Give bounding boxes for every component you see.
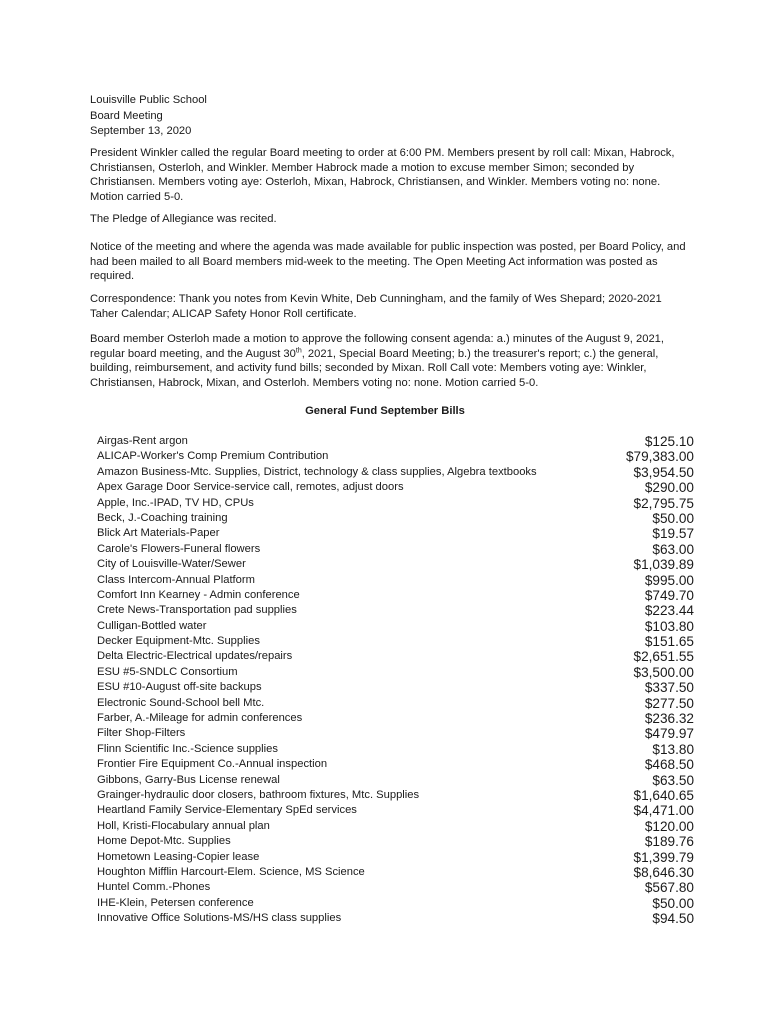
bill-row xyxy=(97,665,694,680)
bill-vendor: Huntel Comm.-Phones xyxy=(97,881,211,894)
bill-row xyxy=(97,557,694,572)
bill-vendor: Class Intercom-Annual Platform xyxy=(97,573,255,586)
notice-paragraph: Notice of the meeting and where the agenda was made available for public inspection was posted, per Board Policy, and had been mailed to all Board members mid-week to the meeting. The Open Meeting Act information was posted as required. xyxy=(90,241,686,283)
bill-amount: $3,954.50 xyxy=(633,464,694,480)
bill-row xyxy=(97,573,694,588)
bill-vendor: Airgas-Rent argon xyxy=(97,435,188,447)
bill-vendor: Crete News-Transportation pad supplies xyxy=(97,604,297,617)
bill-row xyxy=(97,726,694,741)
bill-amount: $567.80 xyxy=(644,880,694,896)
bill-vendor: Farber, A.-Mileage for admin conferences xyxy=(97,712,303,725)
bill-amount: $189.76 xyxy=(644,834,694,850)
bill-vendor: Carole's Flowers-Funeral flowers xyxy=(97,542,261,555)
bill-amount: $290.00 xyxy=(644,480,694,496)
bill-row xyxy=(97,711,694,726)
bill-amount: $63.50 xyxy=(652,772,694,788)
bill-amount: $94.50 xyxy=(652,911,694,927)
call-to-order-paragraph: President Winkler called the regular Board meeting to order at 6:00 PM. Members present by roll call: Mixan, Habrock, Christiansen, Osterloh, and Winkler. Member Habrock made a motion to excuse member Simon; seconded by Christiansen. Members voting aye: Osterloh, Mixan, Habrock, Christiansen, and Winkler. Members voting no: none. Motion carried 5-0. xyxy=(90,147,675,203)
consent-agenda-text-a: Board member Osterloh made a motion to approve the following consent agenda: a.) minutes of the August 9, 2021, regular board meeting, and the August 30 xyxy=(90,333,665,360)
bill-amount: $236.32 xyxy=(644,711,694,727)
bill-amount: $79,383.00 xyxy=(625,449,694,465)
bill-amount: $2,795.75 xyxy=(633,495,694,511)
pledge-paragraph: The Pledge of Allegiance was recited. xyxy=(90,213,277,225)
correspondence-paragraph: Correspondence: Thank you notes from Kevin White, Deb Cunningham, and the family of Wes Shepard; 2020-2021 Taher Calendar; ALICAP Safety Honor Roll certificate. xyxy=(90,293,662,320)
bill-vendor: Filter Shop-Filters xyxy=(97,727,186,740)
bill-amount: $2,651.55 xyxy=(633,649,694,665)
bill-vendor: City of Louisville-Water/Sewer xyxy=(97,558,246,571)
bill-vendor: Beck, J.-Coaching training xyxy=(97,511,228,524)
bill-vendor: ESU #5-SNDLC Consortium xyxy=(97,665,238,678)
bill-amount: $749.70 xyxy=(644,587,694,603)
bill-vendor: Blick Art Materials-Paper xyxy=(97,527,220,540)
meeting-title: Board Meeting xyxy=(90,109,163,122)
bill-amount: $1,640.65 xyxy=(633,787,694,803)
bill-row xyxy=(97,465,694,480)
bill-amount: $479.97 xyxy=(644,726,694,742)
bill-row xyxy=(97,850,694,865)
document-header xyxy=(90,93,207,140)
bill-row xyxy=(97,511,694,526)
bill-row xyxy=(97,619,694,634)
bill-row xyxy=(97,834,694,849)
bill-row xyxy=(97,480,694,495)
bill-vendor: Gibbons, Garry-Bus License renewal xyxy=(97,773,280,786)
bill-row xyxy=(97,526,694,541)
bill-row xyxy=(97,757,694,772)
bill-row xyxy=(97,496,694,511)
bill-row xyxy=(97,880,694,895)
bill-row xyxy=(97,634,694,649)
bills-heading: General Fund September Bills xyxy=(305,405,465,417)
bill-vendor: Houghton Mifflin Harcourt-Elem. Science, MS Science xyxy=(97,865,365,878)
bill-vendor: Delta Electric-Electrical updates/repairs xyxy=(97,650,293,663)
bill-vendor: Comfort Inn Kearney - Admin conference xyxy=(97,588,300,601)
bill-vendor: Holl, Kristi-Flocabulary annual plan xyxy=(97,819,270,832)
bill-amount: $1,039.89 xyxy=(633,557,694,573)
bill-vendor: Amazon Business-Mtc. Supplies, District, technology & class supplies, Algebra textbooks xyxy=(97,465,537,478)
bill-amount: $277.50 xyxy=(644,695,694,711)
bill-amount: $151.65 xyxy=(644,634,694,650)
meeting-date: September 13, 2020 xyxy=(90,125,192,138)
bill-row xyxy=(97,742,694,757)
bill-row xyxy=(97,696,694,711)
bill-row xyxy=(97,434,694,449)
bill-amount: $19.57 xyxy=(652,526,694,542)
bill-vendor: Frontier Fire Equipment Co.-Annual inspection xyxy=(97,758,328,771)
bill-amount: $223.44 xyxy=(644,603,694,619)
bill-amount: $50.00 xyxy=(652,895,694,911)
bill-amount: $468.50 xyxy=(644,757,694,773)
bill-row xyxy=(97,819,694,834)
bill-amount: $125.10 xyxy=(644,434,694,449)
consent-agenda-text-b: , 2021, Special Board Meeting; b.) the treasurer's report; c.) the general, building, reimbursement, and activity fund bills; seconded by Mixan. Roll Call vote: Members voting aye: Winkler, Christiansen, Habrock, Mixan, and Osterloh. Members voting no: none. Motion carried 5-0. xyxy=(90,347,659,389)
bill-amount: $3,500.00 xyxy=(633,664,694,680)
bill-amount: $1,399.79 xyxy=(633,849,694,865)
bill-row xyxy=(97,649,694,664)
bill-amount: $337.50 xyxy=(644,680,694,696)
bill-amount: $13.80 xyxy=(652,741,694,757)
bill-vendor: IHE-Klein, Petersen conference xyxy=(97,896,254,909)
bill-row xyxy=(97,588,694,603)
bill-row xyxy=(97,911,694,926)
bill-vendor: Decker Equipment-Mtc. Supplies xyxy=(97,635,260,648)
bills-list xyxy=(97,434,694,927)
bill-row xyxy=(97,865,694,880)
bill-amount: $50.00 xyxy=(652,510,694,526)
school-name: Louisville Public School xyxy=(90,94,207,106)
bill-row xyxy=(97,773,694,788)
bill-vendor: Culligan-Bottled water xyxy=(97,619,207,632)
bill-vendor: Flinn Scientific Inc.-Science supplies xyxy=(97,742,278,755)
bill-vendor: Apple, Inc.-IPAD, TV HD, CPUs xyxy=(97,496,254,509)
bill-amount: $4,471.00 xyxy=(633,803,694,819)
bill-amount: $103.80 xyxy=(644,618,694,634)
bill-vendor: ALICAP-Worker's Comp Premium Contribution xyxy=(97,450,329,463)
bill-vendor: Electronic Sound-School bell Mtc. xyxy=(97,696,265,709)
bill-vendor: Heartland Family Service-Elementary SpEd services xyxy=(97,804,357,817)
bill-row xyxy=(97,603,694,618)
bill-row xyxy=(97,542,694,557)
bill-row xyxy=(97,803,694,818)
bill-vendor: Home Depot-Mtc. Supplies xyxy=(97,835,231,848)
bill-row xyxy=(97,449,694,464)
bill-amount: $8,646.30 xyxy=(633,864,694,880)
bill-vendor: Grainger-hydraulic door closers, bathroom fixtures, Mtc. Supplies xyxy=(97,788,420,801)
bill-vendor: Apex Garage Door Service-service call, remotes, adjust doors xyxy=(97,481,404,494)
bill-amount: $120.00 xyxy=(644,818,694,834)
ordinal-suffix: th xyxy=(295,346,302,354)
bill-row xyxy=(97,788,694,803)
bill-vendor: Hometown Leasing-Copier lease xyxy=(97,850,260,863)
bill-row xyxy=(97,896,694,911)
bill-amount: $995.00 xyxy=(644,572,694,588)
bill-amount: $63.00 xyxy=(652,541,694,557)
bill-row xyxy=(97,680,694,695)
consent-agenda-paragraph xyxy=(90,332,690,390)
bill-vendor: ESU #10-August off-site backups xyxy=(97,681,262,694)
bill-vendor: Innovative Office Solutions-MS/HS class supplies xyxy=(97,912,342,925)
